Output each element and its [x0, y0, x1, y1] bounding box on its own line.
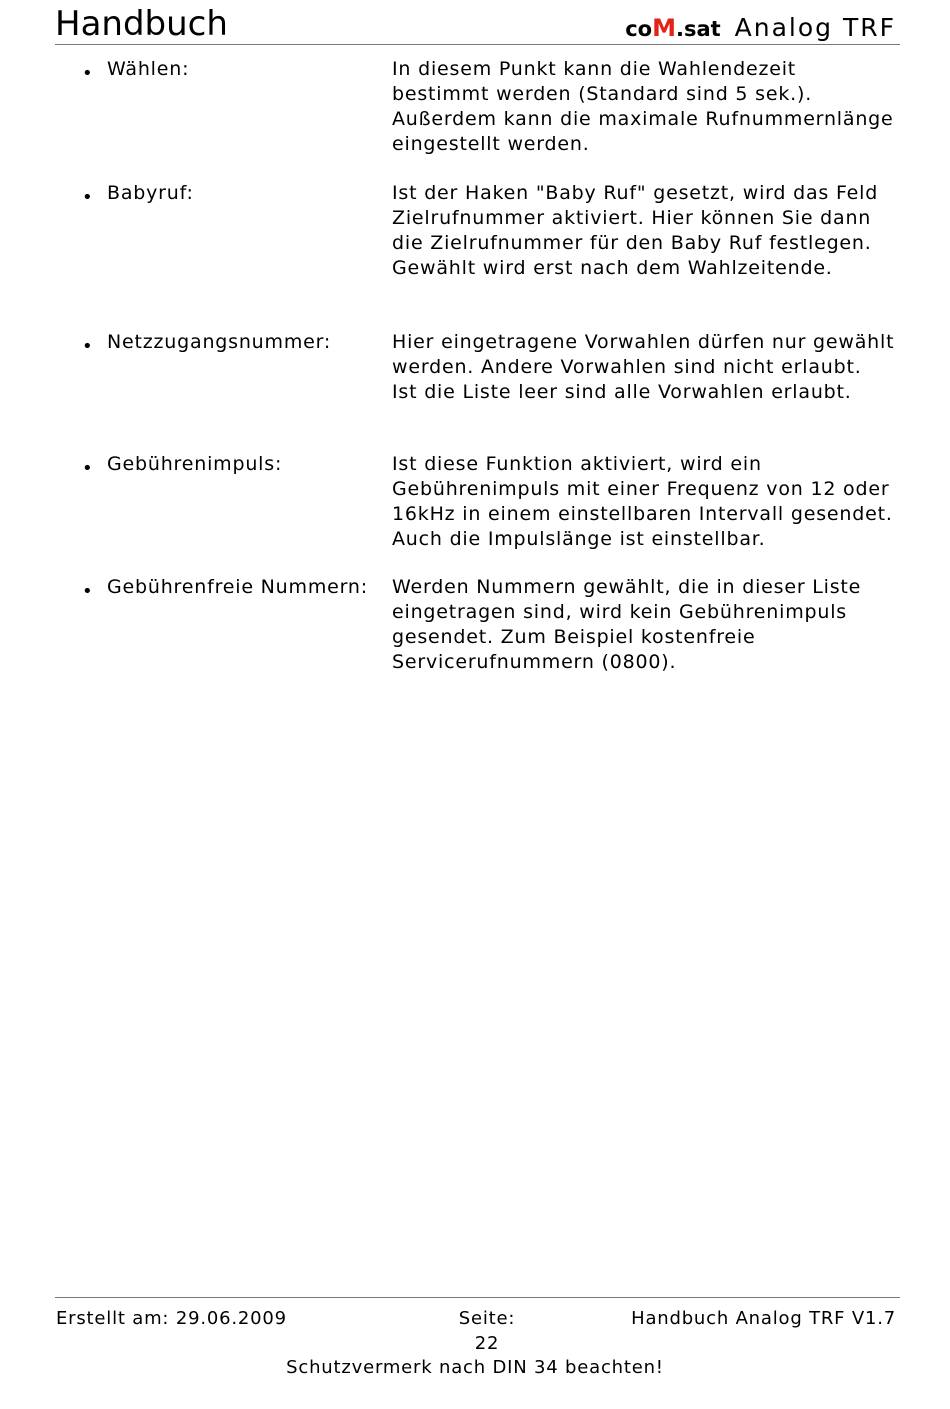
item-term: Wählen:: [107, 58, 190, 80]
page-number: 22: [474, 1333, 500, 1354]
comsat-logo: [625, 14, 721, 42]
description-line: eingetragen sind, wird kein Gebührenimpuls: [392, 601, 847, 623]
description-line: die Zielrufnummer für den Baby Ruf festlegen.: [392, 232, 872, 254]
logo-suffix: .sat: [676, 17, 721, 41]
page-label: Seite:: [458, 1308, 516, 1329]
description-line: Außerdem kann die maximale Rufnummernlänge: [392, 108, 894, 130]
item-description: [392, 452, 912, 552]
bullet-icon: •: [82, 63, 93, 84]
description-line: Gewählt wird erst nach dem Wahlzeitende.: [392, 257, 833, 279]
item-description: [392, 181, 912, 281]
description-line: Auch die Impulslänge ist einstellbar.: [392, 528, 766, 550]
protection-notice: Schutzvermerk nach DIN 34 beachten!: [286, 1357, 664, 1378]
item-description: [392, 57, 912, 157]
bullet-icon: •: [82, 458, 93, 479]
description-line: gesendet. Zum Beispiel kostenfreie: [392, 626, 756, 648]
description-line: Ist der Haken "Baby Ruf" gesetzt, wird das Feld: [392, 182, 879, 204]
description-line: eingestellt werden.: [392, 133, 590, 155]
brand: [625, 13, 896, 44]
created-date: Erstellt am: 29.06.2009: [56, 1308, 287, 1329]
description-line: Ist diese Funktion aktiviert, wird ein: [392, 453, 762, 475]
logo-m: M: [652, 14, 676, 42]
footer-divider: [55, 1297, 900, 1298]
item-term: Gebührenimpuls:: [107, 453, 283, 475]
description-line: Servicerufnummern (0800).: [392, 651, 677, 673]
logo-prefix: co: [625, 17, 653, 41]
description-line: Hier eingetragene Vorwahlen dürfen nur gewählt: [392, 331, 895, 353]
document-title: Handbuch: [55, 4, 228, 44]
product-name: Analog TRF: [734, 13, 896, 42]
description-line: Zielrufnummer aktiviert. Hier können Sie dann: [392, 207, 872, 229]
page-indicator: [440, 1306, 534, 1356]
description-line: bestimmt werden (Standard sind 5 sek.).: [392, 83, 813, 105]
description-line: Gebührenimpuls mit einer Frequenz von 12 oder: [392, 478, 890, 500]
description-line: 16kHz in einem einstellbaren Intervall gesendet.: [392, 503, 893, 525]
item-description: [392, 575, 912, 675]
item-term: Babyruf:: [107, 182, 194, 204]
bullet-icon: •: [82, 336, 93, 357]
item-term: Netzzugangsnummer:: [107, 331, 332, 353]
item-description: [392, 330, 912, 405]
document-reference: Handbuch Analog TRF V1.7: [631, 1308, 896, 1329]
description-line: Ist die Liste leer sind alle Vorwahlen erlaubt.: [392, 381, 852, 403]
description-line: werden. Andere Vorwahlen sind nicht erlaubt.: [392, 356, 862, 378]
page-header: [55, 4, 900, 45]
description-line: In diesem Punkt kann die Wahlendezeit: [392, 58, 797, 80]
bullet-icon: •: [82, 581, 93, 602]
description-line: Werden Nummern gewählt, die in dieser Liste: [392, 576, 862, 598]
item-term: Gebührenfreie Nummern:: [107, 576, 368, 598]
bullet-icon: •: [82, 187, 93, 208]
